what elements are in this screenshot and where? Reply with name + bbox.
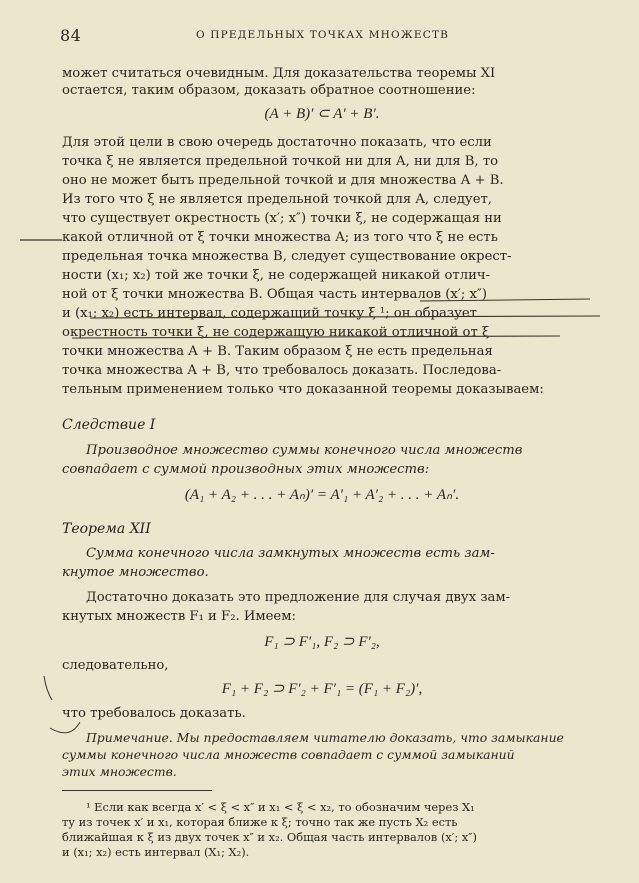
theorem-title: Теорема XII: [62, 521, 151, 537]
formula-closed-sum: F₁ + F₂ ⊃ F′₂ + F′₁ = (F₁ + F₂)′,: [221, 681, 423, 697]
text-line: может считаться очевидным. Для доказательства теоремы XI: [62, 66, 496, 81]
remark-label: Примечание.: [86, 730, 173, 745]
text-line: ности (x₁; x₂) той же точки ξ, не содержащей никакой отлич-: [62, 268, 491, 283]
text-line: оно не может быть предельной точкой и для множества A + B.: [62, 173, 504, 188]
remark-text: этих множеств.: [62, 764, 177, 779]
remark-text: Мы предоставляем читателю доказать, что замыкание: [176, 730, 564, 745]
text-line: Для этой цели в свою очередь достаточно показать, что если: [62, 135, 492, 150]
formula-closed-sets: F₁ ⊃ F′₁, F₂ ⊃ F′₂,: [264, 634, 380, 650]
text-line: точка множества A + B, что требовалось доказать. Последова-: [62, 363, 502, 378]
pencil-tick: [44, 676, 52, 700]
pencil-underline: [72, 336, 560, 338]
footnote-line: ту из точек x′ и x₁, которая ближе к ξ; точно так же пусть X₂ есть: [62, 815, 458, 829]
corollary-text: совпадает с суммой производных этих множеств:: [62, 462, 430, 477]
formula-sum-of-derivatives: (A₁ + A₂ + . . . + Aₙ)′ = A′₁ + A′₂ + . . . + Aₙ′.: [184, 487, 460, 503]
text-line: остается, таким образом, доказать обратное соотношение:: [62, 83, 476, 98]
pencil-underline: [90, 316, 600, 318]
formula-sum-derivative: (A + B)′ ⊂ A′ + B′.: [264, 106, 380, 122]
remark-text: суммы конечного числа множеств совпадает с суммой замыканий: [62, 747, 515, 762]
text-line: точки множества A + B. Таким образом ξ не есть предельная: [62, 344, 493, 359]
footnote-line: и (x₁; x₂) есть интервал (X₁; X₂).: [62, 845, 250, 859]
text-line: ной от ξ точки множества B. Общая часть интервалов (x′; x″): [62, 287, 488, 302]
text-line: Из того что ξ не является предельной точкой для A, следует,: [62, 192, 492, 207]
corollary-text: Производное множество суммы конечного числа множеств: [86, 443, 523, 458]
pencil-tick: [50, 722, 80, 733]
theorem-text: Сумма конечного числа замкнутых множеств есть зам-: [86, 546, 495, 561]
text-line: точка ξ не является предельной точкой ни для A, ни для B, то: [62, 154, 499, 169]
running-head: О ПРЕДЕЛЬНЫХ ТОЧКАХ МНОЖЕСТВ: [195, 29, 450, 41]
text-line: тельным применением только что доказанной теоремы доказываем:: [62, 382, 544, 397]
text-line: что существует окрестность (x′; x″) точки ξ, не содержащая ни: [62, 211, 502, 226]
text-line: и (x₁; x₂) есть интервал, содержащий точку ξ ¹; он образует: [62, 306, 477, 321]
page-number: 84: [60, 26, 82, 45]
pencil-underline: [420, 299, 590, 301]
footnote-line: ¹ Если как всегда x′ < ξ < x″ и x₁ < ξ < x₂, то обозначим через X₁: [86, 800, 475, 814]
text-line: какой отличной от ξ точки множества A; из того что ξ не есть: [62, 230, 498, 245]
text-line: Достаточно доказать это предложение для случая двух зам-: [86, 590, 511, 605]
text-line: что требовалось доказать.: [62, 706, 246, 721]
text-line: следовательно,: [62, 658, 169, 673]
text-line: предельная точка множества B, следует существование окрест-: [62, 249, 512, 264]
text-line: кнутых множеств F₁ и F₂. Имеем:: [62, 609, 296, 624]
theorem-text: кнутое множество.: [62, 565, 209, 580]
text-line: окрестность точки ξ, не содержащую никакой отличной от ξ: [62, 325, 490, 340]
footnote-line: ближайшая к ξ из двух точек x″ и x₂. Общая часть интервалов (x′; x″): [62, 830, 477, 844]
corollary-title: Следствие I: [62, 417, 156, 433]
